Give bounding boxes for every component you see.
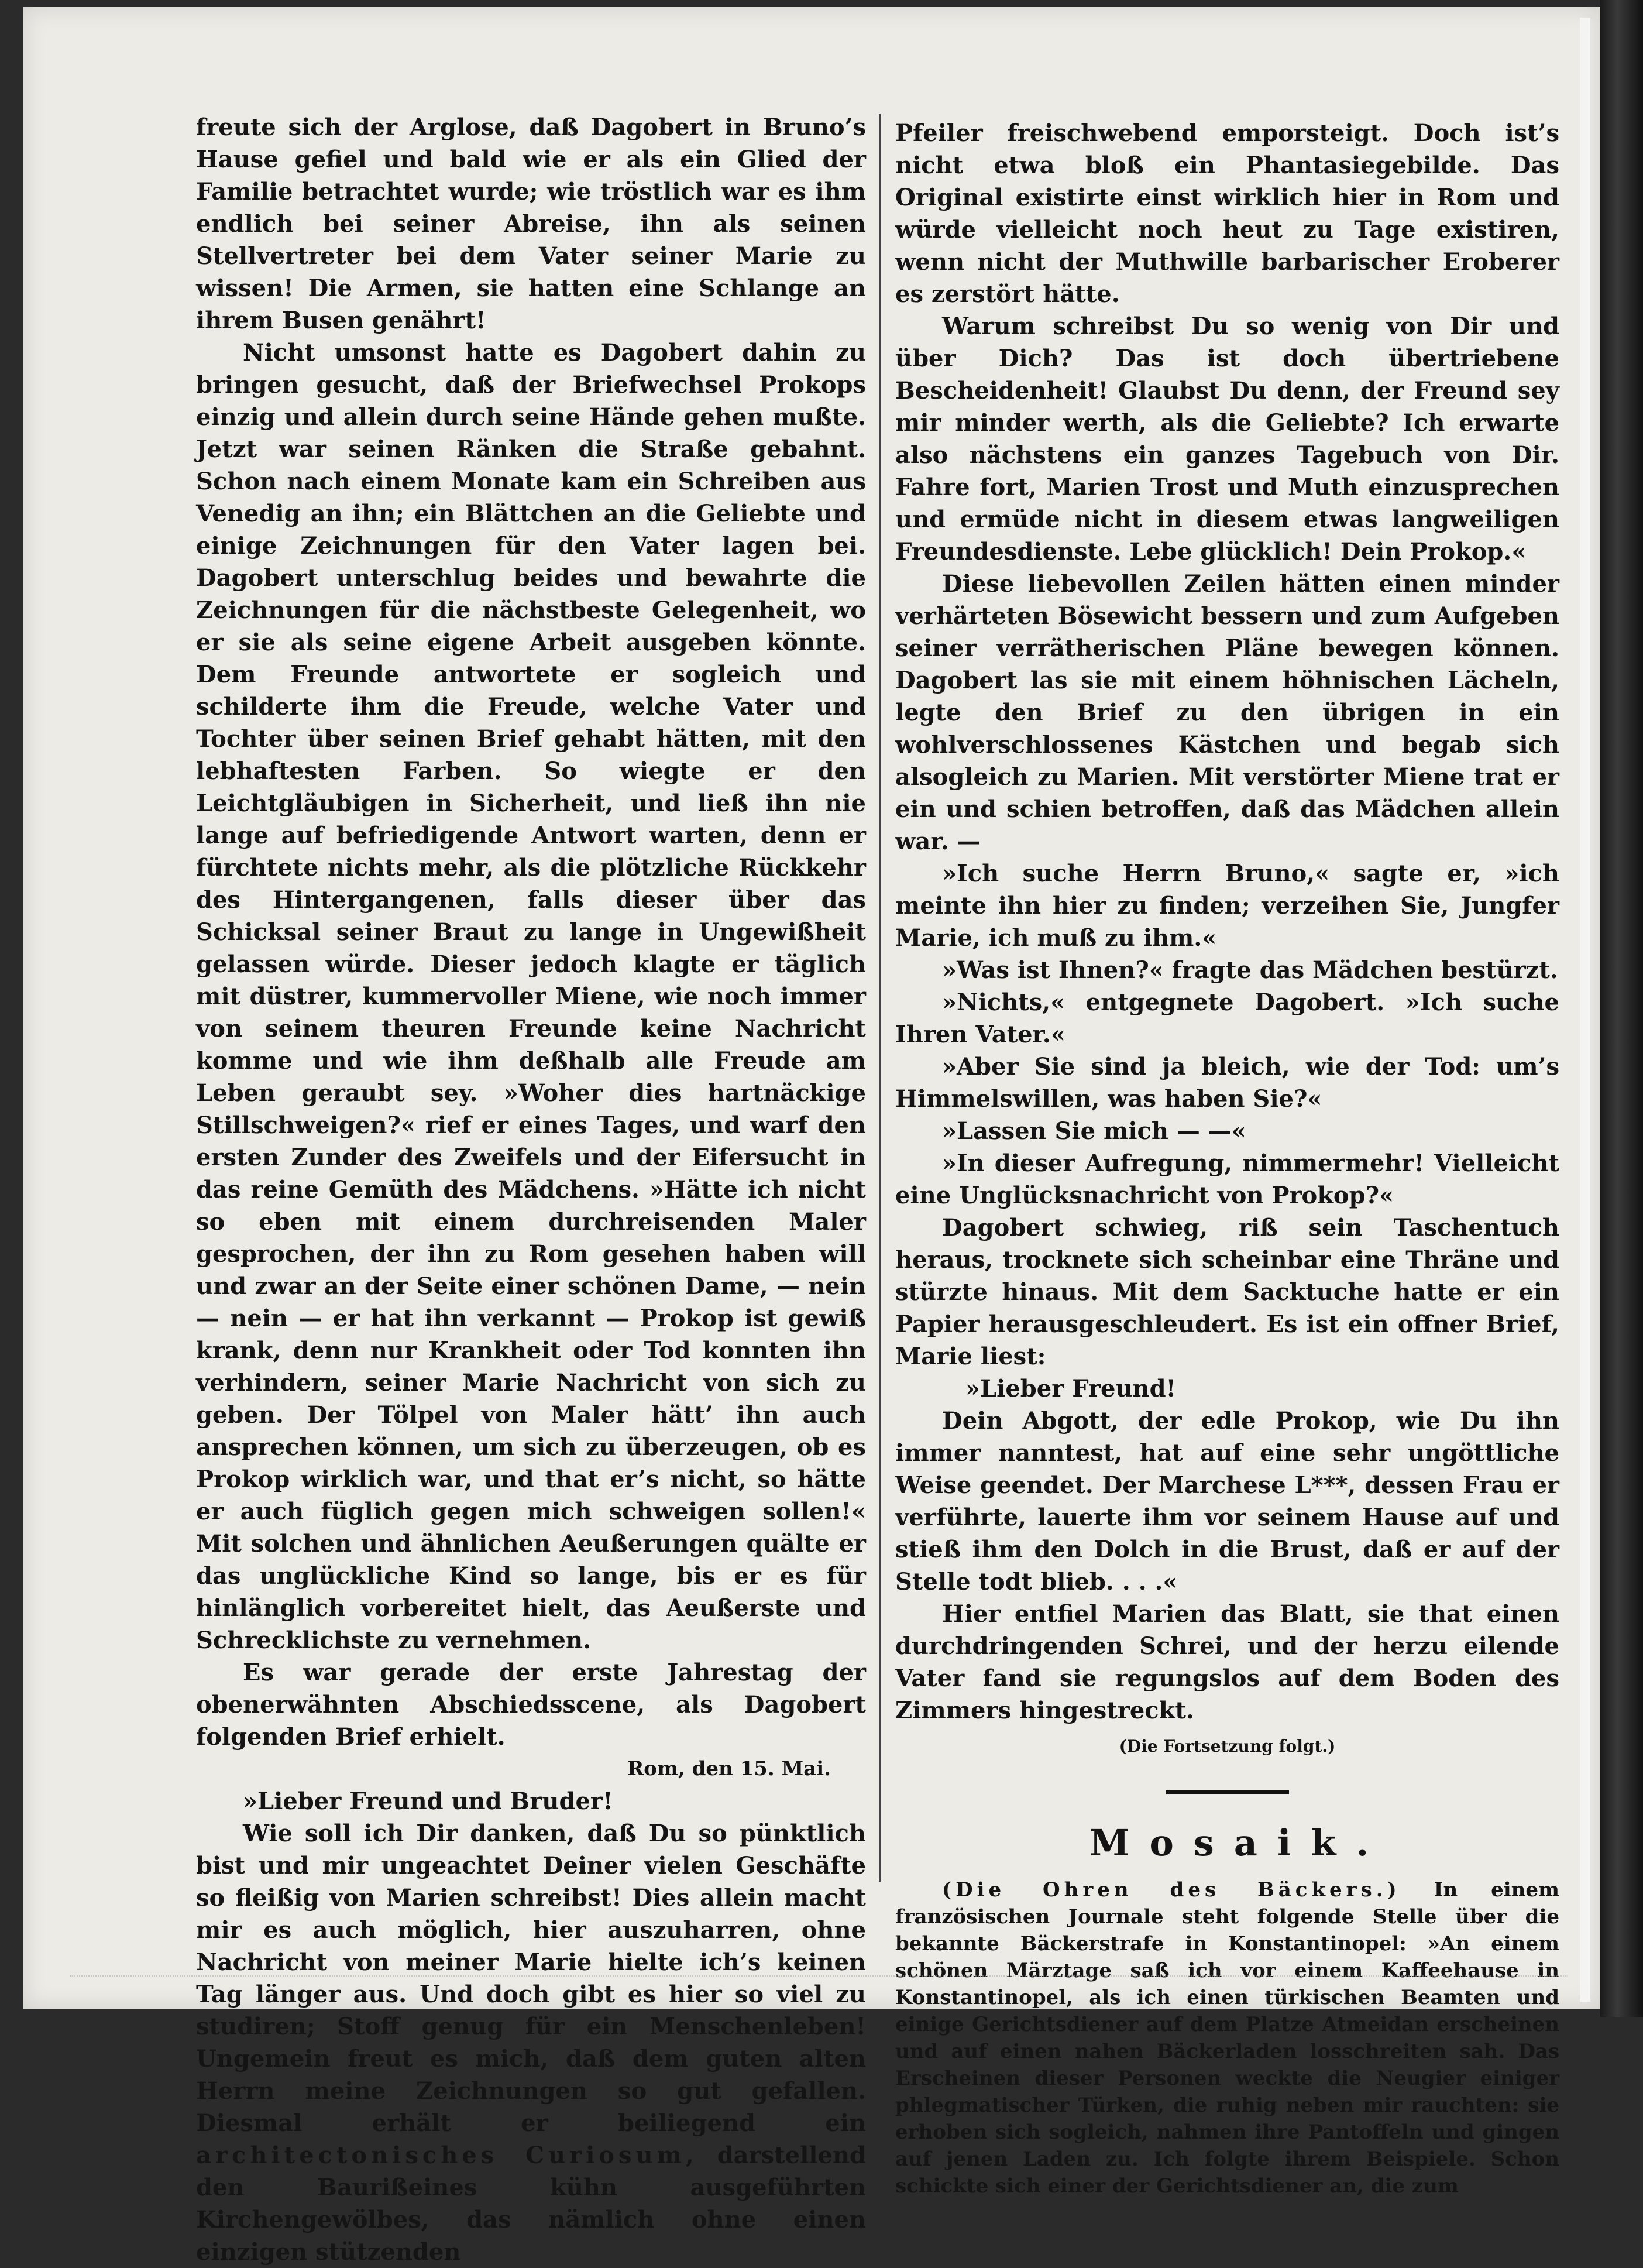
scan-artifact: [70, 1964, 1568, 1977]
letter-text: , darstellend den Baurißeines kühn ausgeführten Kirchengewölbes, das nämlich ohne einen einzigen stützenden: [196, 2142, 866, 2266]
paragraph: Nicht umsonst hatte es Dagobert dahin zu bringen gesucht, daß der Briefwechsel Prokops einzig und allein durch seine Hände gehen mußte. Jetzt war seinen Ränken die Straße gebahnt. Schon nach einem Monate kam ein Schreiben aus Venedig an ihn; ein Blättchen an die Geliebte und einige Zeichnungen für den Vater lagen bei. Dagobert unterschlug beides und bewahrte die Zeichnungen für die nächstbeste Gelegenheit, wo er sie als seine eigene Arbeit ausgeben könnte. Dem Freunde antwortete er sogleich und schilderte ihm die Freude, welche Vater und Tochter über seinen Brief gehabt hätten, mit den lebhaftesten Farben. So wiegte er den Leichtgläubigen in Sicherheit, und ließ ihn nie lange auf befriedigende Antwort warten, denn er fürchtete nichts mehr, als die plötzliche Rückkehr des Hintergangenen, falls dieser über das Schicksal seiner Braut zu lange in Ungewißheit gelassen würde. Dieser jedoch klagte er täglich mit düstrer, kummervoller Miene, wie noch immer von seinem theuren Freunde keine Nachricht komme und wie ihm deßhalb alle Freude am Leben geraubt sey. »Woher dies hartnäckige Stillschweigen?« rief er eines Tages, und warf den ersten Zunder des Zweifels und der Eifersucht in das reine Gemüth des Mädchens. »Hätte ich nicht so eben mit einem durchreisenden Maler gesprochen, der ihn zu Rom gesehen haben will und zwar an der Seite einer schönen Dame, — nein — nein — er hat ihn verkannt — Prokop ist gewiß krank, denn nur Krankheit oder Tod konnten ihn verhindern, seiner Marie Nachricht von sich zu geben. Der Tölpel von Maler hätt’ ihn auch ansprechen können, um sich zu überzeugen, ob es Prokop wirklich war, und that er’s nicht, so hätte er auch füglich gegen mich schweigen sollen!« Mit solchen und ähnlichen Aeußerungen quälte er das unglückliche Kind so lange, bis er es für hinlänglich vorbereitet hielt, das Aeußerste und Schrecklichste zu vernehmen.: [196, 339, 866, 1654]
letter-body: [196, 1817, 866, 2268]
letter-body: Dein Abgott, der edle Prokop, wie Du ihn immer nanntest, hat auf eine sehr ungöttliche Weise geendet. Der Marchese L***, dessen Frau er verführte, lauerte ihm vor seinem Hause auf und stieß ihm den Dolch in die Brust, daß er auf der Stelle todt blieb. . . .«: [895, 1407, 1559, 1596]
dialogue-line: »Lassen Sie mich — —«: [942, 1117, 1246, 1145]
paragraph: Pfeiler freischwebend emporsteigt. Doch ist’s nicht etwa bloß ein Phantasiegebilde. Das Original existirte einst wirklich hier in Rom und würde vielleicht noch heut zu Tage existiren, wenn nicht der Muthwille barbarischer Eroberer es zerstört hätte.: [895, 119, 1559, 308]
continuation-note: (Die Fortsetzung folgt.): [1119, 1737, 1336, 1756]
letter-salutation: »Lieber Freund!: [965, 1375, 1177, 1402]
paragraph: freute sich der Arglose, daß Dagobert in Bruno’s Hause gefiel und bald wie er als ein Glied der Familie betrachtet wurde; wie tröstlich war es ihm endlich bei seiner Abreise, ihn als seinen Stellvertreter bei dem Vater seiner Marie zu wissen! Die Armen, sie hatten eine Schlange an ihrem Busen genährt!: [196, 114, 866, 334]
paragraph: Diese liebevollen Zeilen hätten einen minder verhärteten Bösewicht bessern und zum Aufgeben seiner verrätherischen Pläne bewegen können. Dagobert las sie mit einem höhnischen Lächeln, legte den Brief zu den übrigen in ein wohlverschlossenes Kästchen und begab sich alsogleich zu Marien. Mit verstörter Miene trat er ein und schien betroffen, daß das Mädchen allein war. —: [895, 570, 1559, 855]
dialogue-line: »Was ist Ihnen?« fragte das Mädchen bestürzt.: [942, 956, 1558, 984]
dialogue-line: »Aber Sie sind ja bleich, wie der Tod: um’s Himmelswillen, was haben Sie?«: [895, 1053, 1559, 1113]
paragraph: Dagobert schwieg, riß sein Taschentuch heraus, trocknete sich scheinbar eine Thräne und stürzte hinaus. Mit dem Sacktuche hatte er ein Papier herausgeschleudert. Es ist ein offner Brief, Marie liest:: [895, 1214, 1559, 1370]
mosaik-text: In einem französischen Journale steht folgende Stelle über die bekannte Bäckerstrafe in Konstantinopel: »An einem schönen Märztage saß ich vor einem Kaffeehause in Konstantinopel, als ich einen türkischen Beamten und einige Gerichtsdiener auf dem Platze Atmeidan erscheinen und auf einen nahen Bäckerladen losschreiten sah. Das Erscheinen dieser Personen weckte die Neugier einiger phlegmatischer Türken, die ruhig neben mir rauchten: sie erhoben sich sogleich, nahmen ihre Pantoffeln und gingen auf jenen Laden zu. Ich folgte ihrem Beispiele. Schon schickte sich einer der Gerichtsdiener an, die zum: [895, 1878, 1559, 2198]
paragraph: Warum schreibst Du so wenig von Dir und über Dich? Das ist doch übertriebene Bescheidenheit! Glaubst Du denn, der Freund sey mir minder werth, als die Geliebte? Ich erwarte also nächstens ein ganzes Tagebuch von Dir. Fahre fort, Marien Trost und Muth einzusprechen und ermüde nicht in diesem etwas langweiligen Freundesdienste. Lebe glücklich! Dein Prokop.«: [895, 313, 1559, 565]
section-heading: Mosaik.: [1089, 1821, 1389, 1864]
right-column: [895, 117, 1559, 2200]
dialogue-line: »In dieser Aufregung, nimmermehr! Vielleicht eine Unglücksnachricht von Prokop?«: [895, 1150, 1559, 1209]
letter-salutation: »Lieber Freund und Bruder!: [243, 1787, 613, 1815]
mosaik-paragraph: [895, 1876, 1559, 2200]
paragraph: Es war gerade der erste Jahrestag der obenerwähnten Abschiedsscene, als Dagobert folgenden Brief erhielt.: [196, 1659, 866, 1751]
page-edge: [1580, 18, 1590, 2002]
section-rule: [1166, 1790, 1289, 1794]
column-divider: [879, 114, 881, 1882]
letter-spaced-term: architectonisches Curiosum: [196, 2142, 686, 2169]
mosaik-title: (Die Ohren des Bäckers.): [942, 1878, 1401, 1902]
left-column: [196, 111, 866, 2268]
letter-text: Wie soll ich Dir danken, daß Du so pünktlich bist und mir ungeachtet Deiner vielen Geschäfte so fleißig von Marien schreibst! Dies allein macht mir es auch möglich, hier auszuharren, ohne Nachricht von meiner Marie hielte ich’s keinen Tag länger aus. Und doch gibt es hier so viel zu studiren; Stoff genug für ein Menschenleben! Ungemein freut es mich, daß dem guten alten Herrn meine Zeichnungen so gut gefallen. Diesmal erhält er beiliegend ein: [196, 1820, 866, 2137]
scan-border: [1600, 0, 1643, 2017]
paragraph: Hier entfiel Marien das Blatt, sie that einen durchdringenden Schrei, und der herzu eilende Vater fand sie regungslos auf dem Boden des Zimmers hingestreckt.: [895, 1600, 1559, 1724]
letter-dateline: Rom, den 15. Mai.: [627, 1757, 831, 1780]
dialogue-line: »Nichts,« entgegnete Dagobert. »Ich suche Ihren Vater.«: [895, 989, 1559, 1048]
dialogue-line: »Ich suche Herrn Bruno,« sagte er, »ich meinte ihn hier zu finden; verzeihen Sie, Jungfer Marie, ich muß zu ihm.«: [895, 860, 1559, 952]
